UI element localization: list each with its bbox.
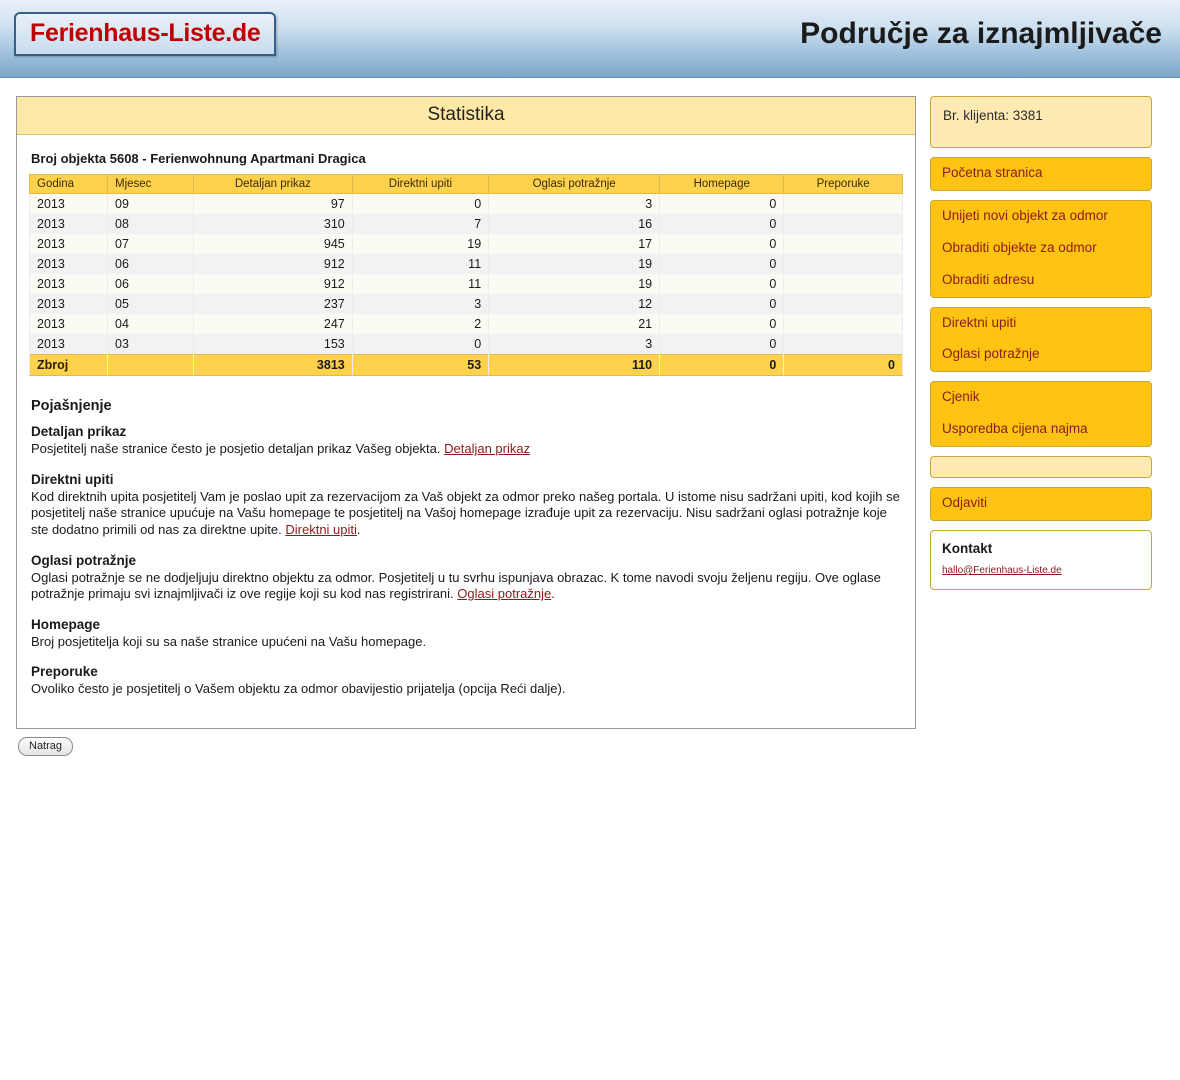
cell-homepage: 0 — [660, 274, 784, 294]
cell-godina: 2013 — [30, 294, 108, 314]
object-heading: Broj objekta 5608 - Ferienwohnung Apartmani Dragica — [31, 151, 366, 166]
section-title: Detaljan prikaz — [31, 424, 127, 439]
cell-godina: 2013 — [30, 194, 108, 215]
cell-preporuke — [784, 254, 903, 274]
explanation-section-preporuke — [31, 664, 903, 698]
cell-mjesec: 04 — [108, 314, 194, 334]
explanation-section-oglasi-potraznje — [31, 553, 903, 603]
column-header-direktni-upiti: Direktni upiti — [352, 175, 488, 194]
section-text — [31, 441, 903, 458]
cell-oglasi-potraznje: 17 — [489, 234, 660, 254]
cell-detaljan-prikaz: 153 — [194, 334, 353, 355]
cell-total-direktni-upiti: 53 — [352, 355, 488, 376]
statistics-table — [29, 174, 903, 376]
column-header-oglasi-potraznje: Oglasi potražnje — [489, 175, 660, 194]
explanation-title: Pojašnjenje — [31, 398, 112, 414]
column-header-homepage: Homepage — [660, 175, 784, 194]
column-header-mjesec: Mjesec — [108, 175, 194, 194]
contact-box — [930, 530, 1152, 590]
cell-godina: 2013 — [30, 234, 108, 254]
cell-detaljan-prikaz: 912 — [194, 274, 353, 294]
sidebar-group-prices — [930, 381, 1152, 447]
cell-godina: 2013 — [30, 334, 108, 355]
cell-total-oglasi-potraznje: 110 — [489, 355, 660, 376]
table-total-row — [30, 355, 903, 376]
cell-preporuke — [784, 214, 903, 234]
main-content-panel — [16, 96, 916, 729]
section-text — [31, 489, 903, 539]
cell-detaljan-prikaz: 310 — [194, 214, 353, 234]
cell-direktni-upiti: 2 — [352, 314, 488, 334]
cell-godina: 2013 — [30, 214, 108, 234]
explanation-section-detaljan-prikaz — [31, 424, 903, 458]
cell-homepage: 0 — [660, 294, 784, 314]
section-body: Kod direktnih upita posjetitelj Vam je poslao upit za rezervacijom za Vaš objekt za odmor preko našeg portala. U istome nisu sadržani upiti, kod kojih se posjetitelj naše stranice upućuje na Vašu homepage te posjetitelj na Vašoj homepage izrađuje upit za rezervaciju. Nisu sadržani oglasi potražnje koje ste dodatno primili od nas za direktne upite. — [31, 488, 900, 537]
section-text — [31, 570, 903, 603]
link-oglasi-potraznje[interactable]: Oglasi potražnje — [457, 586, 552, 602]
contact-email-link[interactable]: hallo@Ferienhaus-Liste.de — [942, 564, 1062, 576]
section-tail: . — [356, 521, 361, 537]
page-body — [0, 78, 1180, 729]
table-row — [30, 314, 903, 334]
cell-oglasi-potraznje: 3 — [489, 194, 660, 215]
column-header-godina: Godina — [30, 175, 108, 194]
section-title: Direktni upiti — [31, 471, 114, 487]
cell-mjesec: 08 — [108, 214, 194, 234]
cell-oglasi-potraznje: 12 — [489, 294, 660, 314]
site-logo[interactable] — [14, 12, 276, 56]
cell-mjesec: 07 — [108, 234, 194, 254]
table-row — [30, 294, 903, 314]
sidebar-group-objects — [930, 200, 1152, 298]
explanation-section-homepage — [31, 617, 903, 651]
cell-direktni-upiti: 0 — [352, 334, 488, 355]
cell-oglasi-potraznje: 3 — [489, 334, 660, 355]
sidebar-group-logout — [930, 487, 1152, 521]
sidebar-item-unijeti-novi-objekt[interactable]: Unijeti novi objekt za odmor — [942, 207, 1108, 223]
table-row — [30, 334, 903, 355]
cell-preporuke — [784, 294, 903, 314]
cell-total-preporuke: 0 — [784, 355, 903, 376]
sidebar-group-home — [930, 157, 1152, 191]
sidebar-item-usporedba-cijena-najma[interactable]: Usporedba cijena najma — [942, 421, 1088, 437]
table-header-row — [30, 175, 903, 194]
cell-homepage: 0 — [660, 214, 784, 234]
cell-oglasi-potraznje: 21 — [489, 314, 660, 334]
section-body: Oglasi potražnje se ne dodjeljuju direktno objektu za odmor. Posjetitelj u tu svrhu ispunjava obrazac. K tome navodi svoju željenu regiju. Ove oglase potražnje primaju svi iznajmljivači iz ove regije koji su kod nas registrirani. — [31, 569, 881, 602]
cell-direktni-upiti: 0 — [352, 194, 488, 215]
contact-title: Kontakt — [942, 540, 993, 556]
cell-direktni-upiti: 19 — [352, 234, 488, 254]
cell-preporuke — [784, 274, 903, 294]
cell-detaljan-prikaz: 247 — [194, 314, 353, 334]
cell-preporuke — [784, 314, 903, 334]
cell-mjesec: 05 — [108, 294, 194, 314]
table-row — [30, 214, 903, 234]
table-row — [30, 194, 903, 215]
cell-total-label: Zbroj — [30, 355, 108, 376]
cell-oglasi-potraznje: 19 — [489, 274, 660, 294]
section-text: Ovoliko često je posjetitelj o Vašem objektu za odmor obavijestio prijatelja (opcija Reći dalje). — [31, 681, 566, 697]
back-button[interactable]: Natrag — [18, 737, 73, 756]
page-title: Područje za iznajmljivače — [800, 17, 1162, 50]
cell-preporuke — [784, 234, 903, 254]
section-title: Preporuke — [31, 664, 98, 680]
table-row — [30, 234, 903, 254]
column-header-preporuke: Preporuke — [784, 175, 903, 194]
cell-detaljan-prikaz: 912 — [194, 254, 353, 274]
sidebar — [930, 96, 1152, 590]
cell-oglasi-potraznje: 16 — [489, 214, 660, 234]
sidebar-item-obraditi-objekte[interactable]: Obraditi objekte za odmor — [942, 239, 1097, 255]
cell-homepage: 0 — [660, 254, 784, 274]
cell-total-detaljan-prikaz: 3813 — [194, 355, 353, 376]
cell-homepage: 0 — [660, 334, 784, 355]
link-direktni-upiti[interactable]: Direktni upiti — [285, 521, 357, 537]
sidebar-item-obraditi-adresu[interactable]: Obraditi adresu — [942, 271, 1035, 287]
cell-godina: 2013 — [30, 254, 108, 274]
sidebar-spacer — [930, 456, 1152, 478]
cell-preporuke — [784, 194, 903, 215]
cell-total-homepage: 0 — [660, 355, 784, 376]
cell-mjesec: 03 — [108, 334, 194, 355]
client-number-box: Br. klijenta: 3381 — [930, 96, 1152, 148]
cell-direktni-upiti: 3 — [352, 294, 488, 314]
cell-preporuke — [784, 334, 903, 355]
sidebar-item-cjenik[interactable]: Cjenik — [942, 389, 980, 405]
site-logo-text: Ferienhaus-Liste.de — [30, 19, 261, 47]
cell-direktni-upiti: 11 — [352, 254, 488, 274]
cell-godina: 2013 — [30, 314, 108, 334]
cell-detaljan-prikaz: 97 — [194, 194, 353, 215]
sidebar-item-pocetna-stranica[interactable]: Početna stranica — [942, 165, 1043, 180]
cell-mjesec: 09 — [108, 194, 194, 215]
cell-total-mjesec — [108, 355, 194, 376]
cell-detaljan-prikaz: 945 — [194, 234, 353, 254]
statistics-panel-title: Statistika — [17, 97, 915, 135]
sidebar-item-oglasi-potraznje[interactable]: Oglasi potražnje — [942, 346, 1040, 362]
cell-mjesec: 06 — [108, 274, 194, 294]
cell-homepage: 0 — [660, 194, 784, 215]
cell-mjesec: 06 — [108, 254, 194, 274]
section-title: Oglasi potražnje — [31, 552, 137, 568]
cell-oglasi-potraznje: 19 — [489, 254, 660, 274]
page-footer — [0, 729, 1180, 766]
section-body: Posjetitelj naše stranice često je posjetio detaljan prikaz Vašeg objekta. — [31, 441, 445, 456]
sidebar-item-odjaviti[interactable]: Odjaviti — [942, 495, 988, 510]
column-header-detaljan-prikaz: Detaljan prikaz — [194, 175, 353, 194]
cell-homepage: 0 — [660, 314, 784, 334]
cell-homepage: 0 — [660, 234, 784, 254]
cell-direktni-upiti: 11 — [352, 274, 488, 294]
section-title: Homepage — [31, 616, 101, 632]
cell-direktni-upiti: 7 — [352, 214, 488, 234]
cell-detaljan-prikaz: 237 — [194, 294, 353, 314]
table-row — [30, 254, 903, 274]
cell-godina: 2013 — [30, 274, 108, 294]
sidebar-group-inquiries — [930, 307, 1152, 373]
section-tail: . — [551, 586, 555, 602]
table-row — [30, 274, 903, 294]
explanation-section-direktni-upiti — [31, 472, 903, 539]
link-detaljan-prikaz[interactable]: Detaljan prikaz — [444, 441, 531, 456]
section-text: Broj posjetitelja koji su sa naše stranice upućeni na Vašu homepage. — [31, 633, 427, 649]
page-header — [0, 0, 1180, 78]
sidebar-item-direktni-upiti[interactable]: Direktni upiti — [942, 314, 1017, 330]
